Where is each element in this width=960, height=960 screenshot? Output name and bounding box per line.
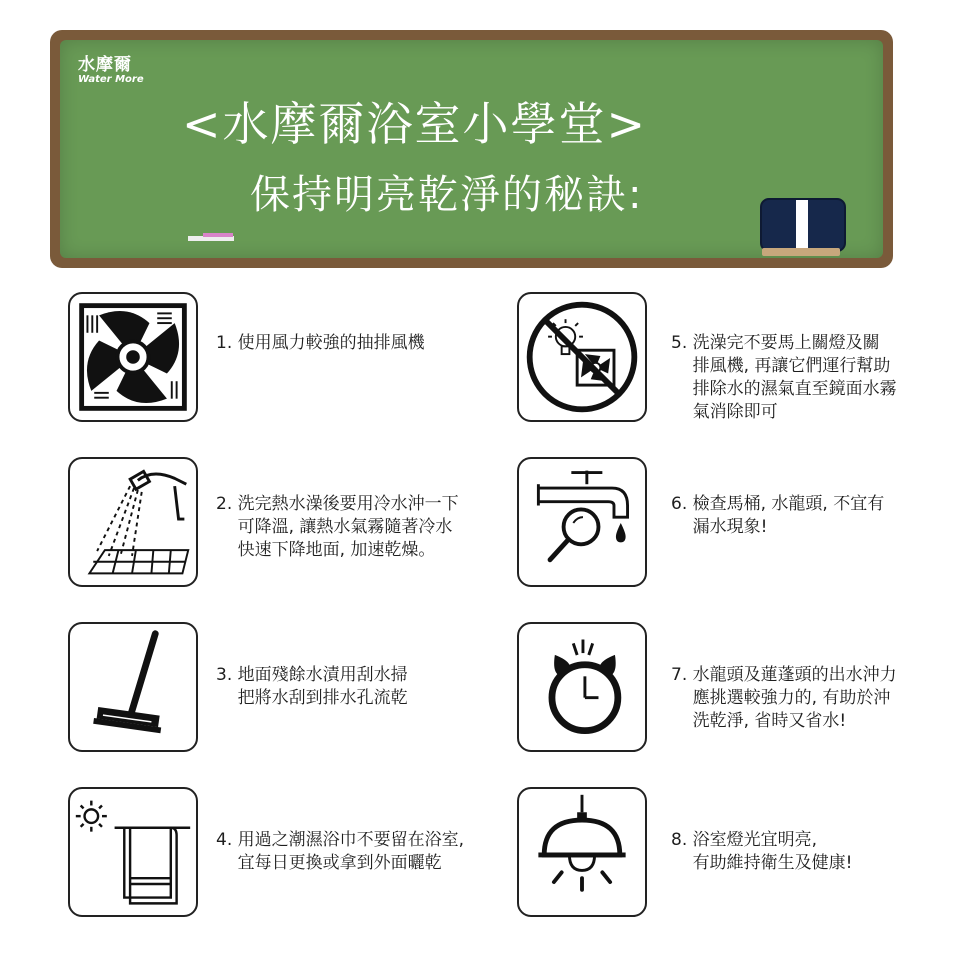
tip-8-icon-box	[517, 787, 647, 917]
tip-5-text: 5. 洗澡完不要馬上關燈及關 排風機, 再讓它們運行幫助 排除水的濕氣直至鏡面水霧 氣消除即可	[671, 333, 897, 422]
towel-sun-icon	[70, 789, 196, 915]
faucet-inspect-icon	[519, 459, 645, 585]
tip-5-icon-box	[517, 292, 647, 422]
tip-2-icon-box	[68, 457, 198, 587]
chalk-stick-pink-icon	[203, 233, 233, 237]
squeegee-icon	[70, 624, 196, 750]
no-switch-off-icon	[519, 294, 645, 420]
chalkboard-banner	[50, 30, 893, 268]
eraser-base-icon	[762, 248, 840, 256]
shower-icon	[70, 459, 196, 585]
tip-4-icon-box	[68, 787, 198, 917]
ceiling-lamp-icon	[519, 789, 645, 915]
tip-3-icon-box	[68, 622, 198, 752]
brand-logo-en: Water More	[78, 74, 144, 85]
tip-6-icon-box	[517, 457, 647, 587]
tip-7-text: 7. 水龍頭及蓮蓬頭的出水沖力 應挑選較強力的, 有助於沖 洗乾淨, 省時又省水!	[671, 665, 897, 731]
tip-1-text: 1. 使用風力較強的抽排風機	[216, 333, 425, 353]
eraser-icon	[760, 198, 846, 252]
page-subtitle: 保持明亮乾淨的秘訣:	[250, 172, 644, 218]
tip-3-text: 3. 地面殘餘水漬用刮水掃 把將水刮到排水孔流乾	[216, 665, 408, 708]
brand-logo-cn: 水摩爾	[78, 55, 132, 75]
tip-7-icon-box	[517, 622, 647, 752]
chalkboard-surface	[60, 40, 883, 258]
water-clock-icon	[519, 624, 645, 750]
exhaust-fan-icon	[70, 294, 196, 420]
tip-6-text: 6. 檢查馬桶, 水龍頭, 不宜有 漏水現象!	[671, 494, 885, 537]
tip-8-text: 8. 浴室燈光宜明亮, 有助維持衛生及健康!	[671, 830, 853, 873]
tip-1-icon-box	[68, 292, 198, 422]
page-title: <水摩爾浴室小學堂>	[182, 97, 648, 151]
tip-2-text: 2. 洗完熱水澡後要用冷水沖一下 可降溫, 讓熱水氣霧隨著冷水 快速下降地面, 加速乾燥。	[216, 494, 459, 560]
tip-4-text: 4. 用過之潮濕浴巾不要留在浴室, 宜每日更換或拿到外面曬乾	[216, 830, 465, 873]
